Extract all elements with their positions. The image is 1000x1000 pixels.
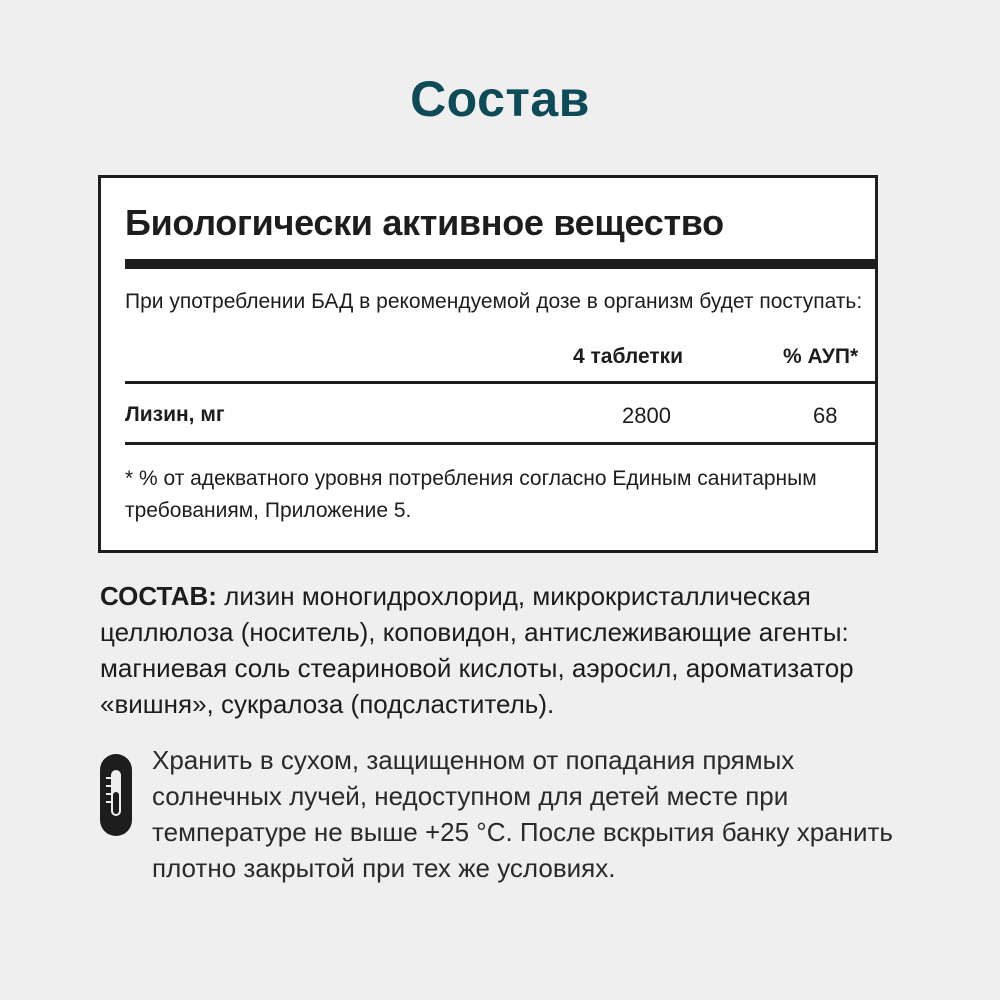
table-row-label: Лизин, мг xyxy=(125,403,225,426)
heading-divider xyxy=(125,259,877,269)
composition-text xyxy=(100,578,930,722)
panel-footnote: * % от адекватного уровня потребления согласно Единым санитарным требованиям, Приложение 5. xyxy=(125,467,817,522)
page-title: Состав xyxy=(410,71,590,127)
panel-intro: При употреблении БАД в рекомендуемой дозе в организм будет поступать: xyxy=(125,290,863,313)
header-divider xyxy=(125,381,877,384)
storage-instructions: Хранить в сухом, защищенном от попадания прямых солнечных лучей, недоступном для детей месте при температуре не выше +25 °С. После вскрытия банку хранить плотно закрытой при тех же условиях. xyxy=(152,745,893,883)
table-row-dose: 2800 xyxy=(622,403,671,428)
nutrition-panel xyxy=(98,175,878,553)
composition-label: СОСТАВ: xyxy=(100,581,217,611)
column-header-aup: % АУП* xyxy=(783,345,859,368)
panel-heading: Биологически активное вещество xyxy=(125,202,724,243)
column-header-dose: 4 таблетки xyxy=(573,345,684,368)
composition-ingredients: лизин моногидрохлорид, микрокристаллическая целлюлоза (носитель), коповидон, антислеживающие агенты: магниевая соль стеариновой кислоты, аэросил, ароматизатор «вишня», сукралоза (подсластитель). xyxy=(100,581,854,719)
thermometer-icon xyxy=(98,752,134,838)
table-row-aup: 68 xyxy=(813,403,838,428)
row-divider xyxy=(125,442,877,445)
